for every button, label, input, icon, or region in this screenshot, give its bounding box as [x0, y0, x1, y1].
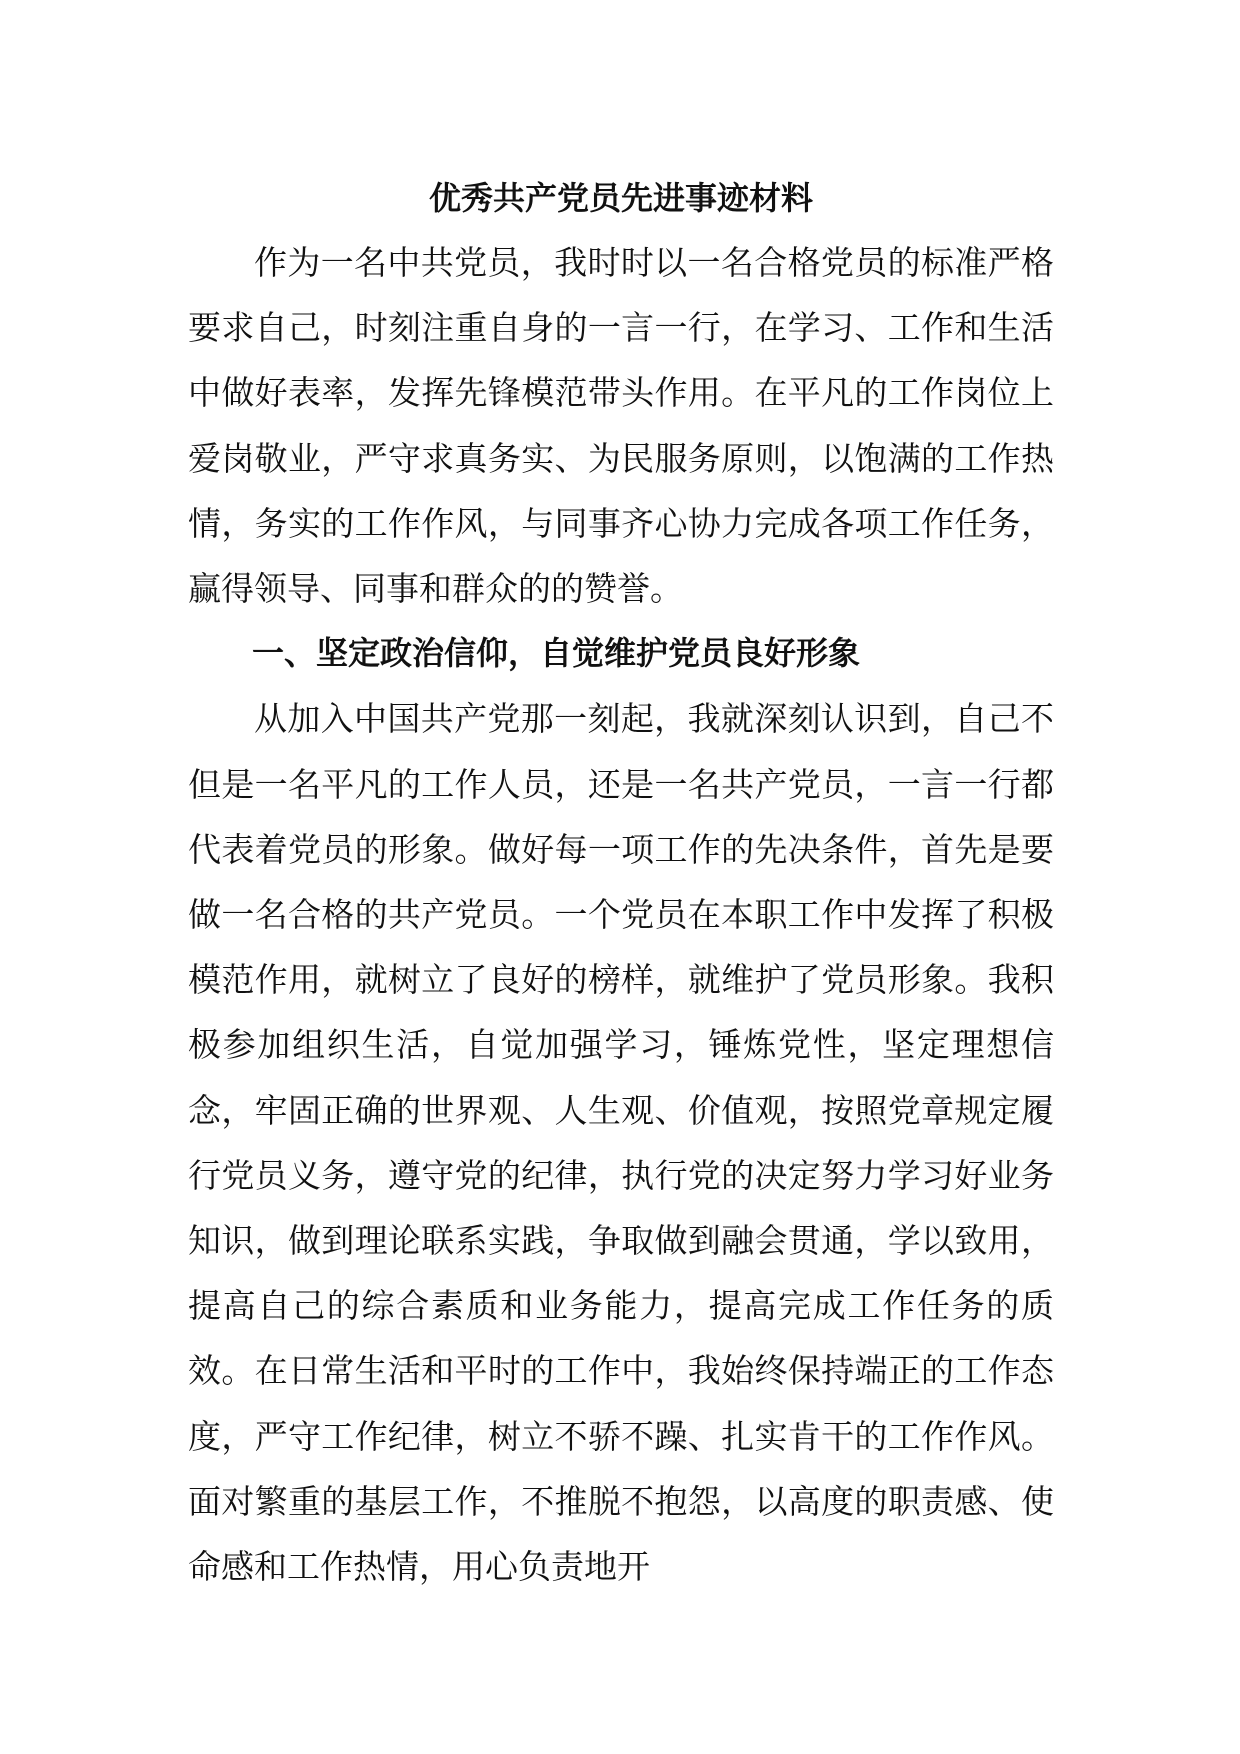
section-heading: 一、坚定政治信仰，自觉维护党员良好形象	[252, 634, 861, 673]
section-paragraph: 从加入中国共产党那一刻起，我就深刻认识到，自己不但是一名平凡的工作人员，还是一名共产党员，一言一行都代表着党员的形象。做好每一项工作的先决条件，首先是要做一名合格的共产党员。一个党员在本职工作中发挥了积极模范作用，就树立了良好的榜样，就维护了党员形象。我积极参加组织生活，自觉加强学习，锤炼党性，坚定理想信念，牢固正确的世界观、人生观、价值观，按照党章规定履行党员义务，遵守党的纪律，执行党的决定努力学习好业务知识，做到理论联系实践，争取做到融会贯通，学以致用，提高自己的综合素质和业务能力，提高完成工作任务的质效。在日常生活和平时的工作中，我始终保持端正的工作态度，严守工作纪律，树立不骄不躁、扎实肯干的工作作风。面对繁重的基层工作，不推脱不抱怨，以高度的职责感、使命感和工作热情，用心负责地开	[188, 699, 1054, 1587]
intro-paragraph: 作为一名中共党员，我时时以一名合格党员的标准严格要求自己，时刻注重自身的一言一行，在学习、工作和生活中做好表率，发挥先锋模范带头作用。在平凡的工作岗位上爱岗敬业，严守求真务实、为民服务原则，以饱满的工作热情，务实的工作作风，与同事齐心协力完成各项工作任务，赢得领导、同事和群众的的赞誉。	[188, 243, 1054, 609]
document-title: 优秀共产党员先进事迹材料	[428, 179, 813, 217]
document-body	[188, 172, 1054, 1599]
